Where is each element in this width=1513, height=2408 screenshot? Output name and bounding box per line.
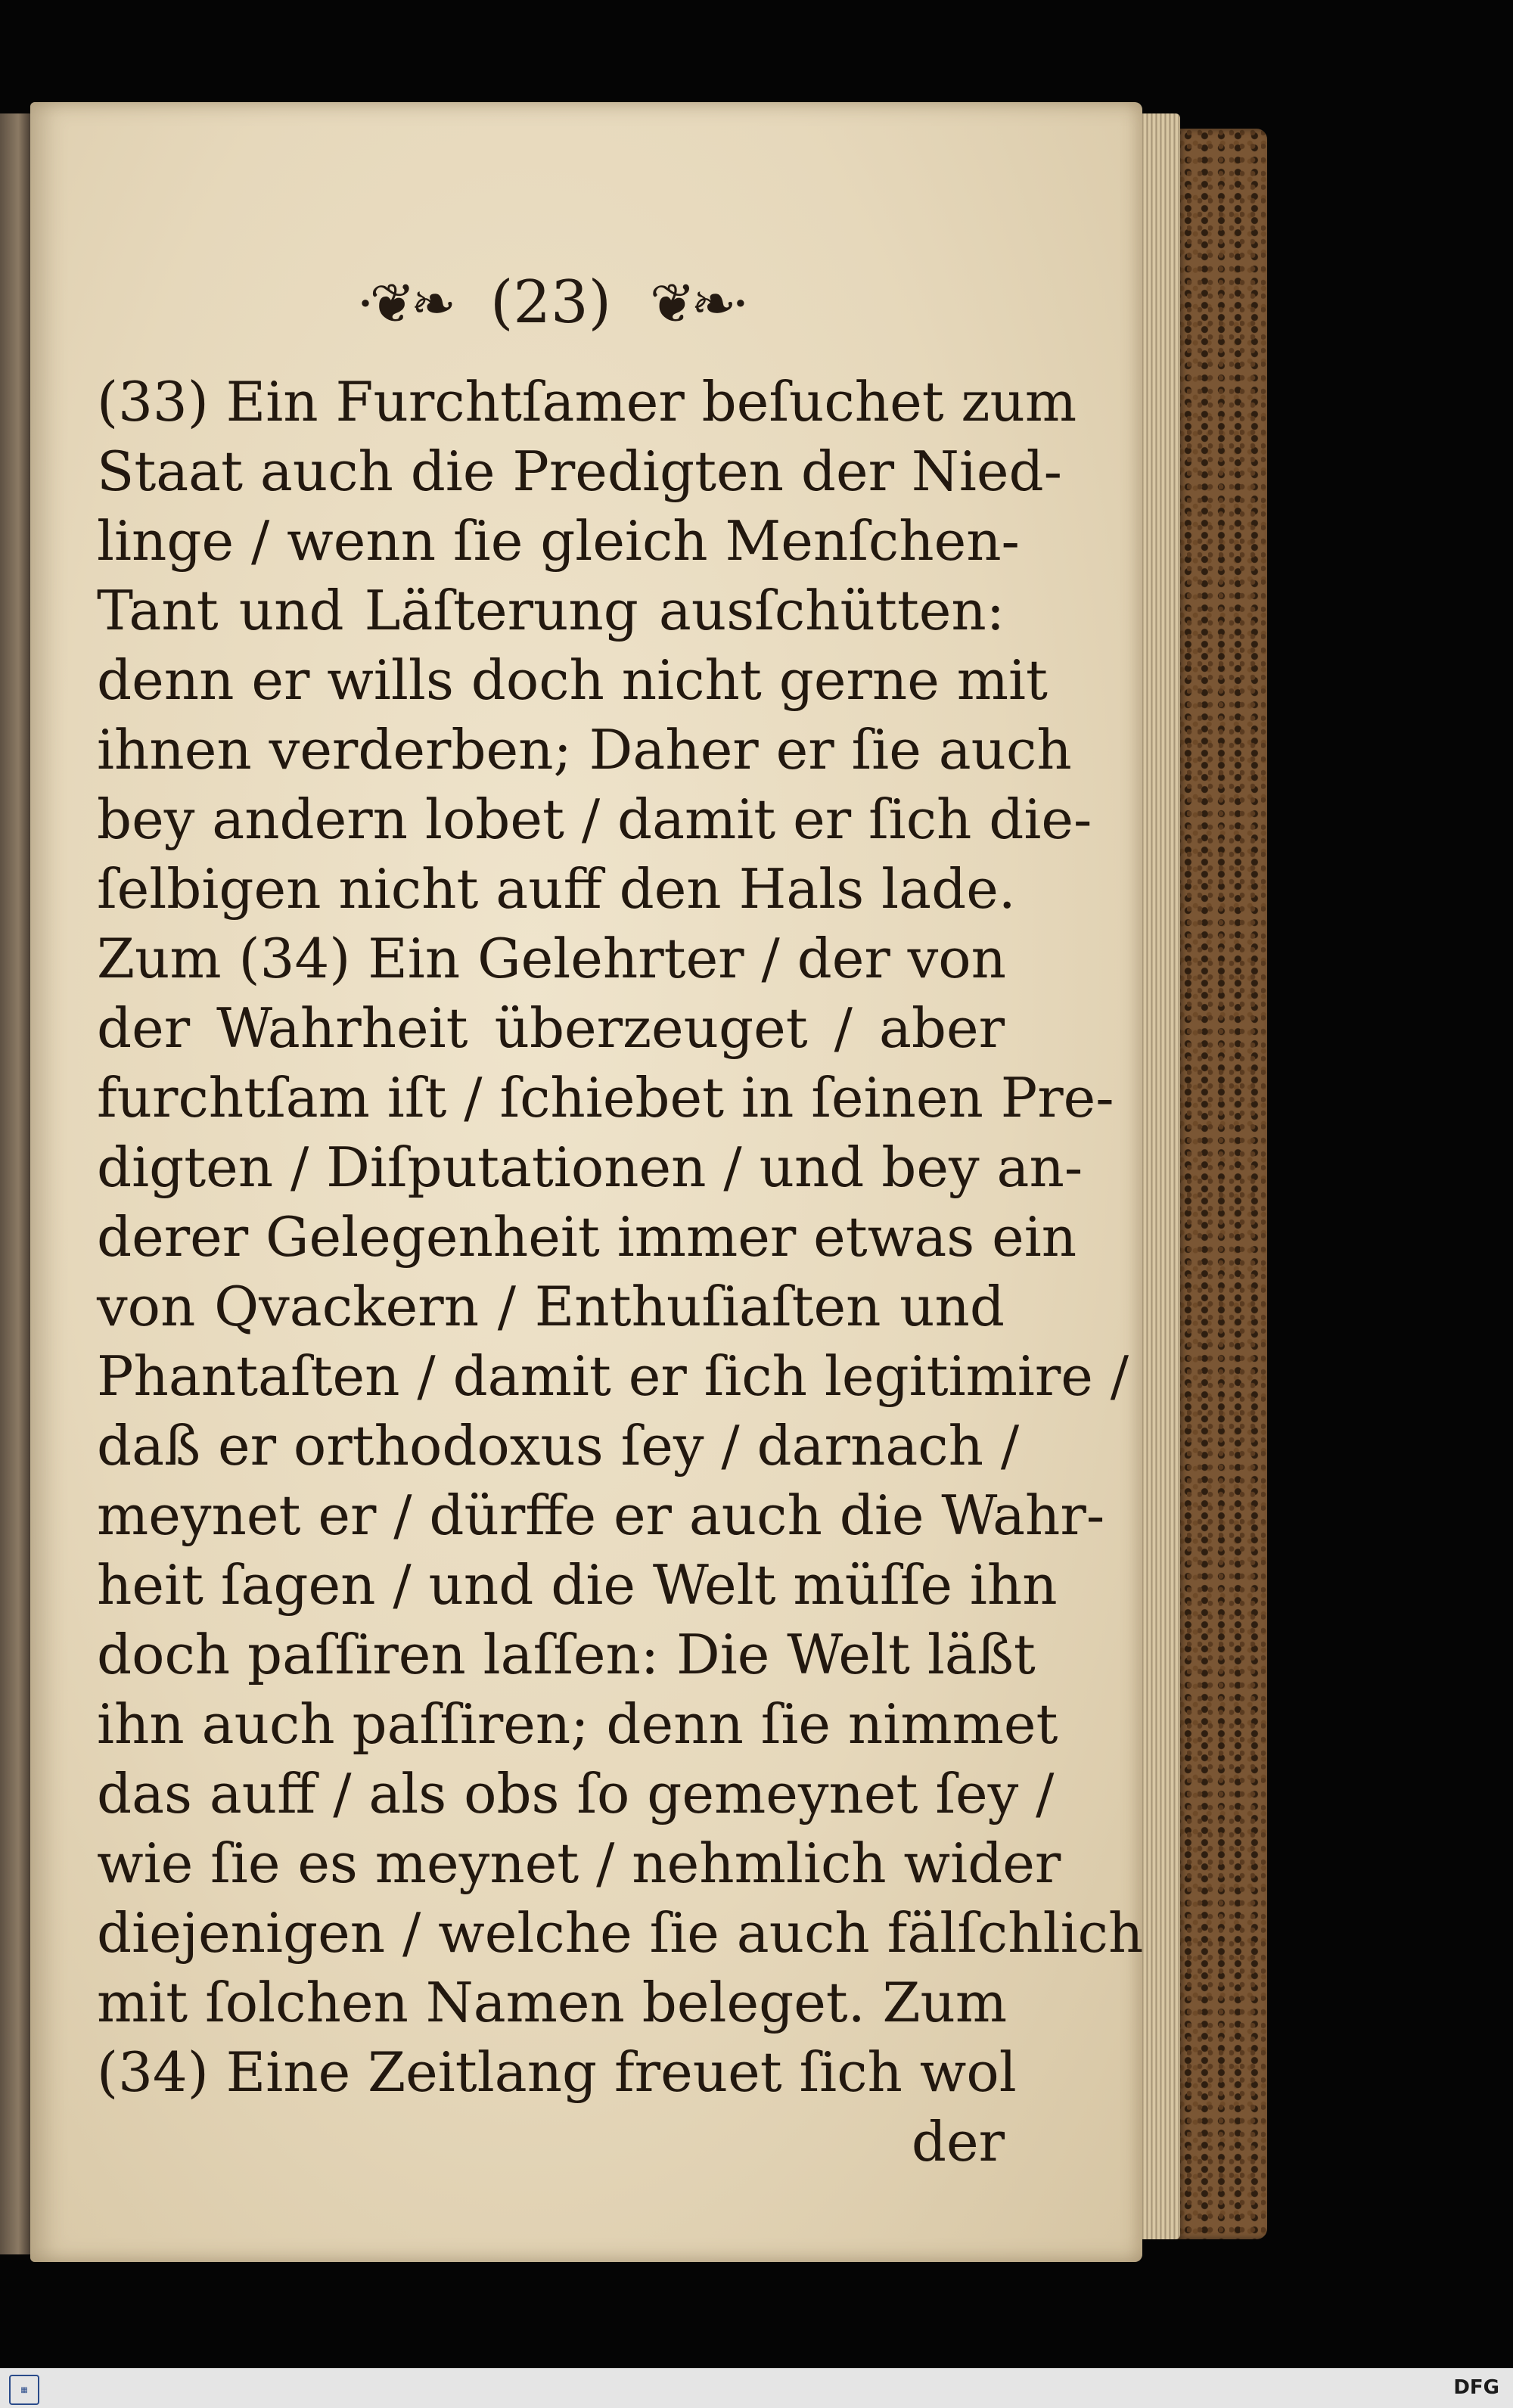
text-line: (33) Ein Furchtſamer beſuchet zum xyxy=(97,370,1077,433)
text-line: furchtſam iſt / ſchiebet in ſeinen Pre- xyxy=(97,1066,1114,1129)
text-line: (34) Eine Zeitlang freuet ſich wol xyxy=(97,2040,1017,2104)
text-line: Zum (34) Ein Gelehrter / der von xyxy=(97,927,1007,990)
text-line: meynet er / dürffe er auch die Wahr- xyxy=(97,1484,1105,1547)
catchword: der xyxy=(911,2110,1005,2173)
ornament-right-icon: ❦❧· xyxy=(649,272,745,335)
left-page-edge xyxy=(0,113,33,2254)
page-number: (23) xyxy=(489,269,612,337)
text-line: daß er orthodoxus ſey / darnach / xyxy=(97,1414,1020,1477)
text-line: diejenigen / welche ſie auch fälſchlich xyxy=(97,1901,1144,1965)
text-line: digten / Diſputationen / und bey an- xyxy=(97,1136,1083,1199)
text-line: linge / wenn ſie gleich Menſchen- xyxy=(97,509,1020,573)
text-line: ihnen verderben; Daher er ſie auch xyxy=(97,718,1072,781)
text-line: der Wahrheit überzeuget / aber xyxy=(97,996,1005,1060)
page-header xyxy=(97,269,1005,359)
text-line: heit ſagen / und die Welt müſſe ihn xyxy=(97,1553,1058,1617)
text-line: mit ſolchen Namen beleget. Zum xyxy=(97,1971,1008,2034)
text-line: bey andern lobet / damit er ſich die- xyxy=(97,788,1092,851)
text-line: von Qvackern / Enthuſiaſten und xyxy=(97,1275,1005,1338)
book-page xyxy=(30,102,1142,2262)
dfg-logo[interactable]: DFG xyxy=(1453,2376,1499,2399)
text-line: Phantaſten / damit er ſich legitimire / xyxy=(97,1344,1129,1408)
book-cover xyxy=(1176,129,1267,2239)
text-line: Tant und Läſterung ausſchütten: xyxy=(97,579,1005,642)
text-line: denn er wills doch nicht gerne mit xyxy=(97,648,1048,712)
text-line: das auff / als obs ſo gemeynet ſey / xyxy=(97,1762,1055,1825)
text-line: ſelbigen nicht auff den Hals lade. xyxy=(97,857,1016,921)
library-logo-icon[interactable]: ▦ xyxy=(9,2375,39,2405)
viewer-footer xyxy=(0,2368,1513,2408)
text-line: doch paſſiren laſſen: Die Welt läßt xyxy=(97,1623,1036,1686)
text-line: Staat auch die Predigten der Nied- xyxy=(97,440,1062,503)
text-line: ihn auch paſſiren; denn ſie nimmet xyxy=(97,1692,1058,1756)
text-line: wie ſie es meynet / nehmlich wider xyxy=(97,1832,1061,1895)
ornament-left-icon: ·❦❧ xyxy=(356,272,452,335)
text-line: derer Gelegenheit immer etwas ein xyxy=(97,1205,1077,1269)
